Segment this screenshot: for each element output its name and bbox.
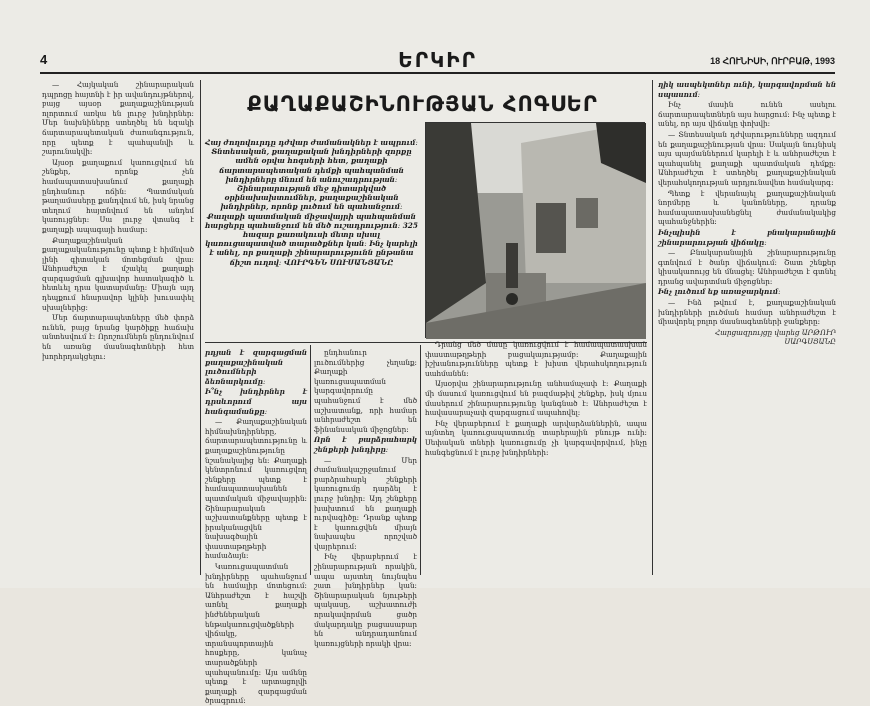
byline: Հարցազրույցը վարեց ԱՐԹՈՒՐ ՍԱՐԳՍՅԱՆԸ [714, 327, 836, 347]
issue-date: 18 ՀՈՒՆԻՍԻ, ՈՒՐԲԱԹ, 1993 [710, 56, 835, 66]
paragraph: Ինչ վերաբերում է քաղաքի արվարձաններին, ապա այնտեղ կառուցապատումը տարերային բնույթ ունի։ Սեփական տների կառուցումը չի կարգավորվում, ինչը հանգեցնում է լուրջ խնդիրների։ [425, 418, 647, 457]
paragraph: Մեր ճարտարապետները մեծ փորձ ունեն, բայց նրանց կարծիքը հաճախ անտեսվում է։ Որոշումներն ընդունվում են առանց մասնագետների հետ խորհրդակցելու։ [42, 313, 194, 361]
paragraph: — Տնտեսական դժվարությունները ազդում են քաղաքաշինության վրա։ Սակայն նույնիսկ այս պայմաններում կարելի է և անհրաժեշտ է պահպանել քաղաքի պատմական դեմքը։ Անհրաժեշտ է ստեղծել քաղաքաշինական վերահսկողության արդյունավետ համակարգ։ [658, 129, 836, 187]
article-column-1 [42, 80, 194, 575]
paragraph: Ինչպիսին է բնակարանային շինարարության վիճակը։ [658, 227, 836, 247]
paragraph: Այսօր քաղաքում կառուցվում են շենքեր, որոնք չեն համապատասխանում քաղաքի ընդհանուր ոճին։ Պատմական թաղամասերը քանդվում են, իսկ նրանց տեղում հայտնվում են անդեմ կառույցներ։ Սա լուրջ վտանգ է քաղաքի ապագայի համար։ [42, 157, 194, 234]
paragraph: Ինչ վերաբերում է շինարարության որակին, ապա այստեղ նույնպես շատ խնդիրներ կան։ Շինարարական նյութերի պակասը, աշխատուժի որակավորման ցածր մակարդակը բացասաբար են անդրադառնում կառույցների որակի վրա։ [314, 552, 417, 648]
paragraph: Ինչ լուծում եք առաջարկում։ [658, 287, 781, 297]
paragraph: — Ինձ թվում է, քաղաքաշինական խնդիրների լուծման համար անհրաժեշտ է միավորել բոլոր մասնագետների ջանքերը։ [658, 298, 836, 327]
paragraph: ընդհանուր լուծումներից չեղանք։ Քաղաքի կառուցապատման կարգավորումը պահանջում է մեծ աշխատանք, որի համար անհրաժեշտ են ֆինանսական միջոցներ։ [314, 348, 417, 434]
paragraph: Քաղաքաշինական քաղաքականությունը պետք է հիմնված լինի գիտական մոտեցման վրա։ Անհրաժեշտ է մշակել քաղաքի զարգացման գլխավոր հատակագիծ և հետևել դրա կատարմանը։ Միայն այդ դեպքում հնարավոր կլինի խուսափել սխալներից։ [42, 235, 194, 312]
page-number: 4 [40, 52, 48, 67]
paragraph: Այսօրվա շինարարությունը անհամաչափ է։ Քաղաքի մի մասում կառուցվում են բազմաթիվ շենքեր, իսկ մյուս մասերում շինարարությունը կանգնած է։ Անհրաժեշտ է հավասարաչափ զարգացում ապահովել։ [425, 379, 647, 418]
paragraph: րդյան է զարգացման քաղաքաշինական լուծումների ձեռնարկումը։ [205, 348, 307, 386]
paragraph: — Քաղաքաշինական հիմնախնդիրները, ճարտարապետությունը և քաղաքաշինությունը նշանակալից են։ Քաղաքի կենտրոնում կառուցվող շենքերը պետք է համապատասխանեն պատմական միջավայրին։ Շինարարական աշխատանքները պետք է իրականացվեն նախագծային փաստաթղթերի համաձայն։ [205, 417, 307, 561]
article-column-5 [658, 80, 836, 575]
article-column-4 [425, 340, 647, 576]
paragraph: Պետք է վերանայել քաղաքաշինական նորմերը և կանոնները, դրանք համապատասխանեցնել ժամանակակից պահանջներին։ [658, 188, 836, 227]
masthead: ԵՐԿԻՐ [398, 48, 477, 72]
article-column-3 [314, 348, 417, 648]
article-title: ՔԱՂԱՔԱՇԻՆՈՒԹՅԱՆ ՀՈԳՍԵՐ [247, 92, 598, 116]
article-intro: Հայ ժողովուրդը դժվար ժամանակներ է ապրում։ Տնտեսական, քաղաքական խնդիրների զորքը ամեն օրվա հոգսերի հետ, քաղաքի ճարտարապետական դեմքի պահպանման խնդիրները մնում են անուշադրության։ Շինարարության մեջ դիտարկված օրինախախտումներ, քաղաքաշինական խնդիրներ, որոնք լուծում են պահանջում։ Քաղաքի պատմական միջավայրի պահպանման հարցերը պահանջում են մեծ ուշադրություն։ 325 հազար քառակուսի մետր սխալ կառուցապատված տարածքներ կան։ Ինչ կարելի է անել, որ քաղաքի շինարարությունն ընթանա ճիշտ ուղով։ ՎՈՒՐԳԵՆ ՍՈՒՍԱՆՅԱՆԸ [205, 138, 418, 267]
paragraph: — Մեր ժամանակաշրջանում բարձրահարկ շենքերի կառուցումը դարձել է լուրջ խնդիր։ Այդ շենքերը խախտում են քաղաքի ուրվագիծը։ Դրանք պետք է կառուցվեն միայն նախապես որոշված վայրերում։ [314, 455, 417, 551]
paragraph: Դրանց մեծ մասը կառուցվում է համապատասխան փաստաթղթերի բացակայությամբ։ Քաղաքային իշխանությունները պետք է խիստ վերահսկողություն սահմանեն։ [425, 340, 647, 378]
paragraph: Կառուցապատման խնդիրները պահանջում են համալիր մոտեցում։ Անհրաժեշտ է հաշվի առնել քաղաքի ինժեներական ենթակառուցվածքների վիճակը, տրանսպորտային հոսքերը, կանաչ տարածքների պահպանումը։ Այս ամենը պետք է արտացոլվի քաղաքի զարգացման ծրագրում։ [205, 562, 307, 706]
paragraph: — Հայկական շինարարական դպրոցը հայտնի է իր ավանդույթներով, բայց այսօր քաղաքաշինության ոլորտում առկա են լուրջ խնդիրներ։ Մեր նախնիները ստեղծել են եզակի ճարտարապետական ժառանգություն, որը պետք է պահպանվի և շարունակվի։ [42, 80, 194, 157]
paragraph: — Բնակարանային շինարարությունը գտնվում է ծանր վիճակում։ Շատ շենքեր կիսակառույց են մնացել։ Անհրաժեշտ է գտնել դրանց ավարտման միջոցներ։ [658, 248, 836, 286]
street-photo-icon [426, 123, 646, 339]
paragraph: Որն է բարձրահարկ շենքերի խնդիրը։ [314, 435, 417, 454]
article-column-2 [205, 348, 307, 706]
paragraph: Ինչ մասին ունեն ասելու ճարտարապետներն այս հարցում։ Ինչ պետք է անել, որ այս վիճակը փոխվի։ [658, 100, 836, 129]
article-photo [425, 122, 645, 338]
paragraph: Ի՞նչ խնդիրներ է դրսևորում այս հանգամանքը։ [205, 387, 307, 416]
page-header [40, 50, 835, 74]
paragraph: ղիկ ասպեկտներ ունի, կարգավորման են սպասում։ [658, 80, 836, 99]
